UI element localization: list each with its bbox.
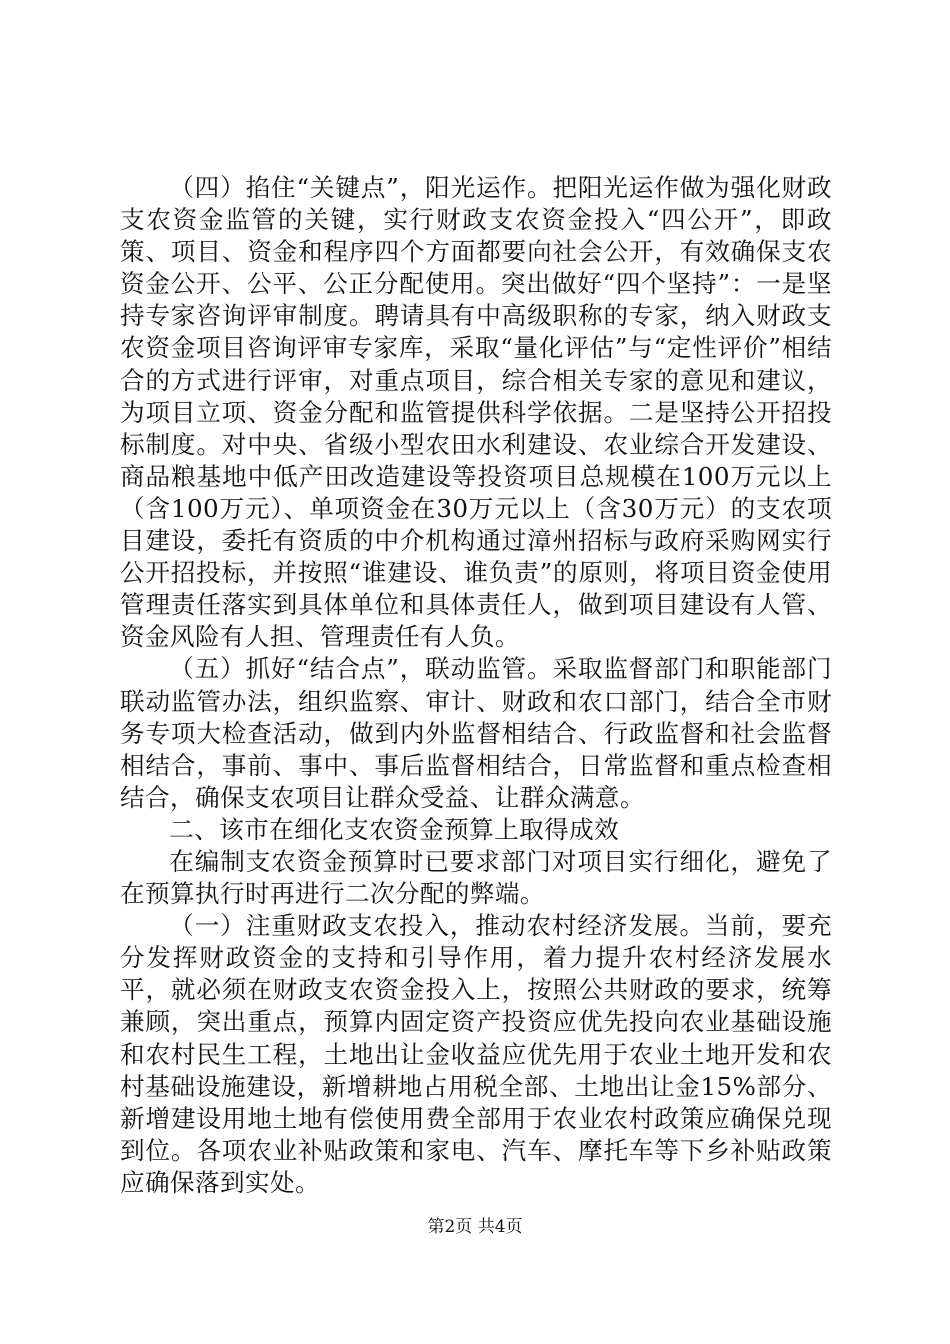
section-heading-two: 二、该市在细化支农资金预算上取得成效 — [169, 814, 620, 844]
page-number-footer: 第2页 共4页 — [427, 1217, 523, 1237]
paragraph-budget-intro: 在编制支农资金预算时已要求部门对项目实行细化，避免了在预算执行时再进行二次分配的弊端。 — [120, 846, 832, 909]
paragraph-section-five: （五）抓好“结合点”，联动监管。采取监督部门和职能部门联动监管办法，组织监察、审计、财政和农口部门，结合全市财务专项大检查活动，做到内外监督相结合、行政监督和社会监督相结合，事前、事中、事后监督相结合，日常监督和重点检查相结合，确保支农项目让群众受益、让群众满意。 — [120, 654, 832, 812]
document-body — [120, 172, 832, 1199]
paragraph-section-four: （四）掐住“关键点”，阳光运作。把阳光运作做为强化财政支农资金监管的关键，实行财政支农资金投入“四公开”，即政策、项目、资金和程序四个方面都要向社会公开，有效确保支农资金公开、公平、公正分配使用。突出做好“四个坚持”：一是坚持专家咨询评审制度。聘请具有中高级职称的专家，纳入财政支农资金项目咨询评审专家库，采取“量化评估”与“定性评价”相结合的方式进行评审，对重点项目，综合相关专家的意见和建议，为项目立项、资金分配和监管提供科学依据。二是坚持公开招投标制度。对中央、省级小型农田水利建设、农业综合开发建设、商品粮基地中低产田改造建设等投资项目总规模在100万元以上（含100万元）、单项资金在30万元以上（含30万元）的支农项目建设，委托有资质的中介机构通过漳州招标与政府采购网实行公开招投标，并按照“谁建设、谁负责”的原则，将项目资金使用管理责任落实到具体单位和具体责任人，做到项目建设有人管、资金风险有人担、管理责任有人负。 — [120, 173, 832, 652]
paragraph-subsection-one: （一）注重财政支农投入，推动农村经济发展。当前，要充分发挥财政资金的支持和引导作用，着力提升农村经济发展水平，就必须在财政支农资金投入上，按照公共财政的要求，统筹兼顾，突出重点，预算内固定资产投资应优先投向农业基础设施和农村民生工程，土地出让金收益应优先用于农业土地开发和农村基础设施建设，新增耕地占用税全部、土地出让金15%部分、新增建设用地土地有偿使用费全部用于农业农村政策应确保兑现到位。各项农业补贴政策和家电、汽车、摩托车等下乡补贴政策应确保落到实处。 — [120, 911, 832, 1197]
